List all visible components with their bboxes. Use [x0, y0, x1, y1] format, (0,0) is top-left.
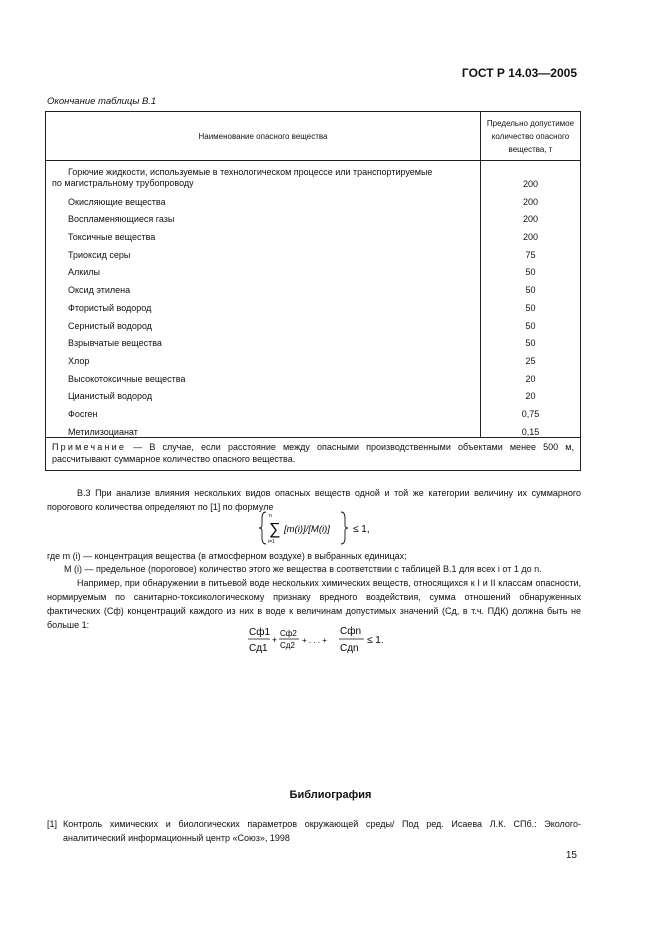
substance-quantity: 20 — [481, 366, 581, 384]
substances-table — [45, 111, 581, 471]
substance-quantity: 50 — [481, 313, 581, 331]
substance-name: Фосген — [46, 401, 481, 419]
table-row — [46, 224, 581, 242]
table-row — [46, 295, 581, 313]
substance-quantity: 50 — [481, 277, 581, 295]
table-row — [46, 260, 581, 278]
substance-name: Сернистый водород — [46, 313, 481, 331]
table-row — [46, 161, 581, 190]
substance-name — [46, 161, 481, 190]
substance-quantity: 200 — [481, 189, 581, 207]
substance-quantity: 0,15 — [481, 419, 581, 437]
document-id: ГОСТ Р 14.03—2005 — [461, 66, 577, 80]
substance-name: Триоксид серы — [46, 242, 481, 260]
sum-lower-limit: i=1 — [268, 539, 275, 545]
paragraph-example: Например, при обнаружении в питьевой воде нескольких химических веществ, относящихся к I и II классам опасности, нормируемым по санитарно-токсикологическому признаку вредного воздействия, сумма отношений обнаруженных фактических (Сф) концентраций каждого из них в воде к величинам допустимых значений (Сд, в т.ч. ПДК) должна быть не больше 1: — [47, 578, 581, 630]
substance-name: Алкилы — [46, 260, 481, 278]
note-label: Примечание — [52, 441, 127, 452]
table-row — [46, 401, 581, 419]
substance-quantity: 200 — [481, 224, 581, 242]
substance-quantity: 200 — [481, 161, 581, 190]
page-number: 15 — [565, 850, 577, 861]
numerator-1: Cф1 — [249, 627, 271, 638]
substance-quantity: 50 — [481, 260, 581, 278]
col-substance-name-header: Наименование опасного вещества — [46, 112, 481, 161]
table-row — [46, 242, 581, 260]
formula1-rhs: ≤ 1, — [353, 524, 370, 535]
formula-concentration-ratio — [248, 620, 398, 660]
table-row — [46, 384, 581, 402]
table-header-row — [46, 112, 581, 161]
col-max-quantity-header: Предельно допустимое количество опасного вещества, т — [481, 112, 581, 161]
formula2-rhs: ≤ 1. — [367, 635, 384, 646]
numerator-2: Cф2 — [280, 629, 297, 638]
substance-name: Оксид этилена — [46, 277, 481, 295]
substance-name: Высокотоксичные вещества — [46, 366, 481, 384]
sum-symbol: ∑ — [269, 521, 281, 538]
substance-name: Метилизоцианат — [46, 419, 481, 437]
formula-sum-ratio — [258, 510, 388, 546]
substance-quantity: 75 — [481, 242, 581, 260]
denominator-n: Cдn — [340, 643, 359, 654]
table-row — [46, 348, 581, 366]
table-row — [46, 366, 581, 384]
substance-name: Взрывчатые вещества — [46, 331, 481, 349]
table-row — [46, 207, 581, 225]
bibliography-number: [1] — [47, 819, 58, 829]
substance-quantity: 20 — [481, 384, 581, 402]
sum-upper-limit: n — [269, 513, 272, 519]
table-caption: Окончание таблицы В.1 — [47, 96, 157, 107]
bibliography-text: Контроль химических и биологических параметров окружающей среды/ Под ред. Исаева Л.К. СПб.: Эколого-аналитический информационный центр «Союз», 1998 — [63, 819, 581, 843]
ellipsis-plus: + . . . + — [302, 636, 327, 645]
substance-quantity: 50 — [481, 331, 581, 349]
table-note-row — [46, 437, 581, 470]
definition-m: где m (i) — концентрация вещества (в атмосферном воздухе) в выбранных единицах; — [47, 551, 407, 561]
paragraph-b3: В.3 При анализе влияния нескольких видов опасных веществ одной и той же категории величину их суммарного порогового количества определяют по [1] по формуле — [47, 488, 581, 512]
bibliography-heading: Библиография — [289, 789, 372, 801]
substance-name: Хлор — [46, 348, 481, 366]
substance-quantity: 0,75 — [481, 401, 581, 419]
table-row — [46, 331, 581, 349]
substance-name: Цианистый водород — [46, 384, 481, 402]
substance-quantity: 25 — [481, 348, 581, 366]
substance-name-line1: Горючие жидкости, используемые в технологическом процессе или транспортируемые — [68, 167, 433, 177]
table-row — [46, 419, 581, 437]
plus-sign: + — [272, 635, 278, 645]
denominator-1: Cд1 — [249, 643, 268, 654]
left-brace — [259, 512, 266, 544]
substance-quantity: 200 — [481, 207, 581, 225]
substance-name-line2: по магистральному трубопроводу — [52, 178, 194, 188]
substance-name: Воспламеняющиеся газы — [46, 207, 481, 225]
definition-M: M (i) — предельное (пороговое) количество этого же вещества в соответствии с таблицей В.1 для всех i от 1 до n. — [64, 564, 542, 574]
substance-quantity: 50 — [481, 295, 581, 313]
substance-name: Окисляющие вещества — [46, 189, 481, 207]
table-note — [46, 437, 581, 470]
note-text: — В случае, если расстояние между опасными производственными объектами менее 500 м, рассчитывают суммарное количество опасного вещества. — [52, 441, 574, 465]
substance-name: Фтористый водород — [46, 295, 481, 313]
table-row — [46, 277, 581, 295]
table-row — [46, 189, 581, 207]
denominator-2: Cд2 — [280, 641, 295, 650]
right-brace — [341, 512, 348, 544]
table-row — [46, 313, 581, 331]
sum-body: [m(i)]/[M(i)] — [284, 524, 330, 535]
numerator-n: Cфn — [340, 626, 362, 637]
substance-name: Токсичные вещества — [46, 224, 481, 242]
